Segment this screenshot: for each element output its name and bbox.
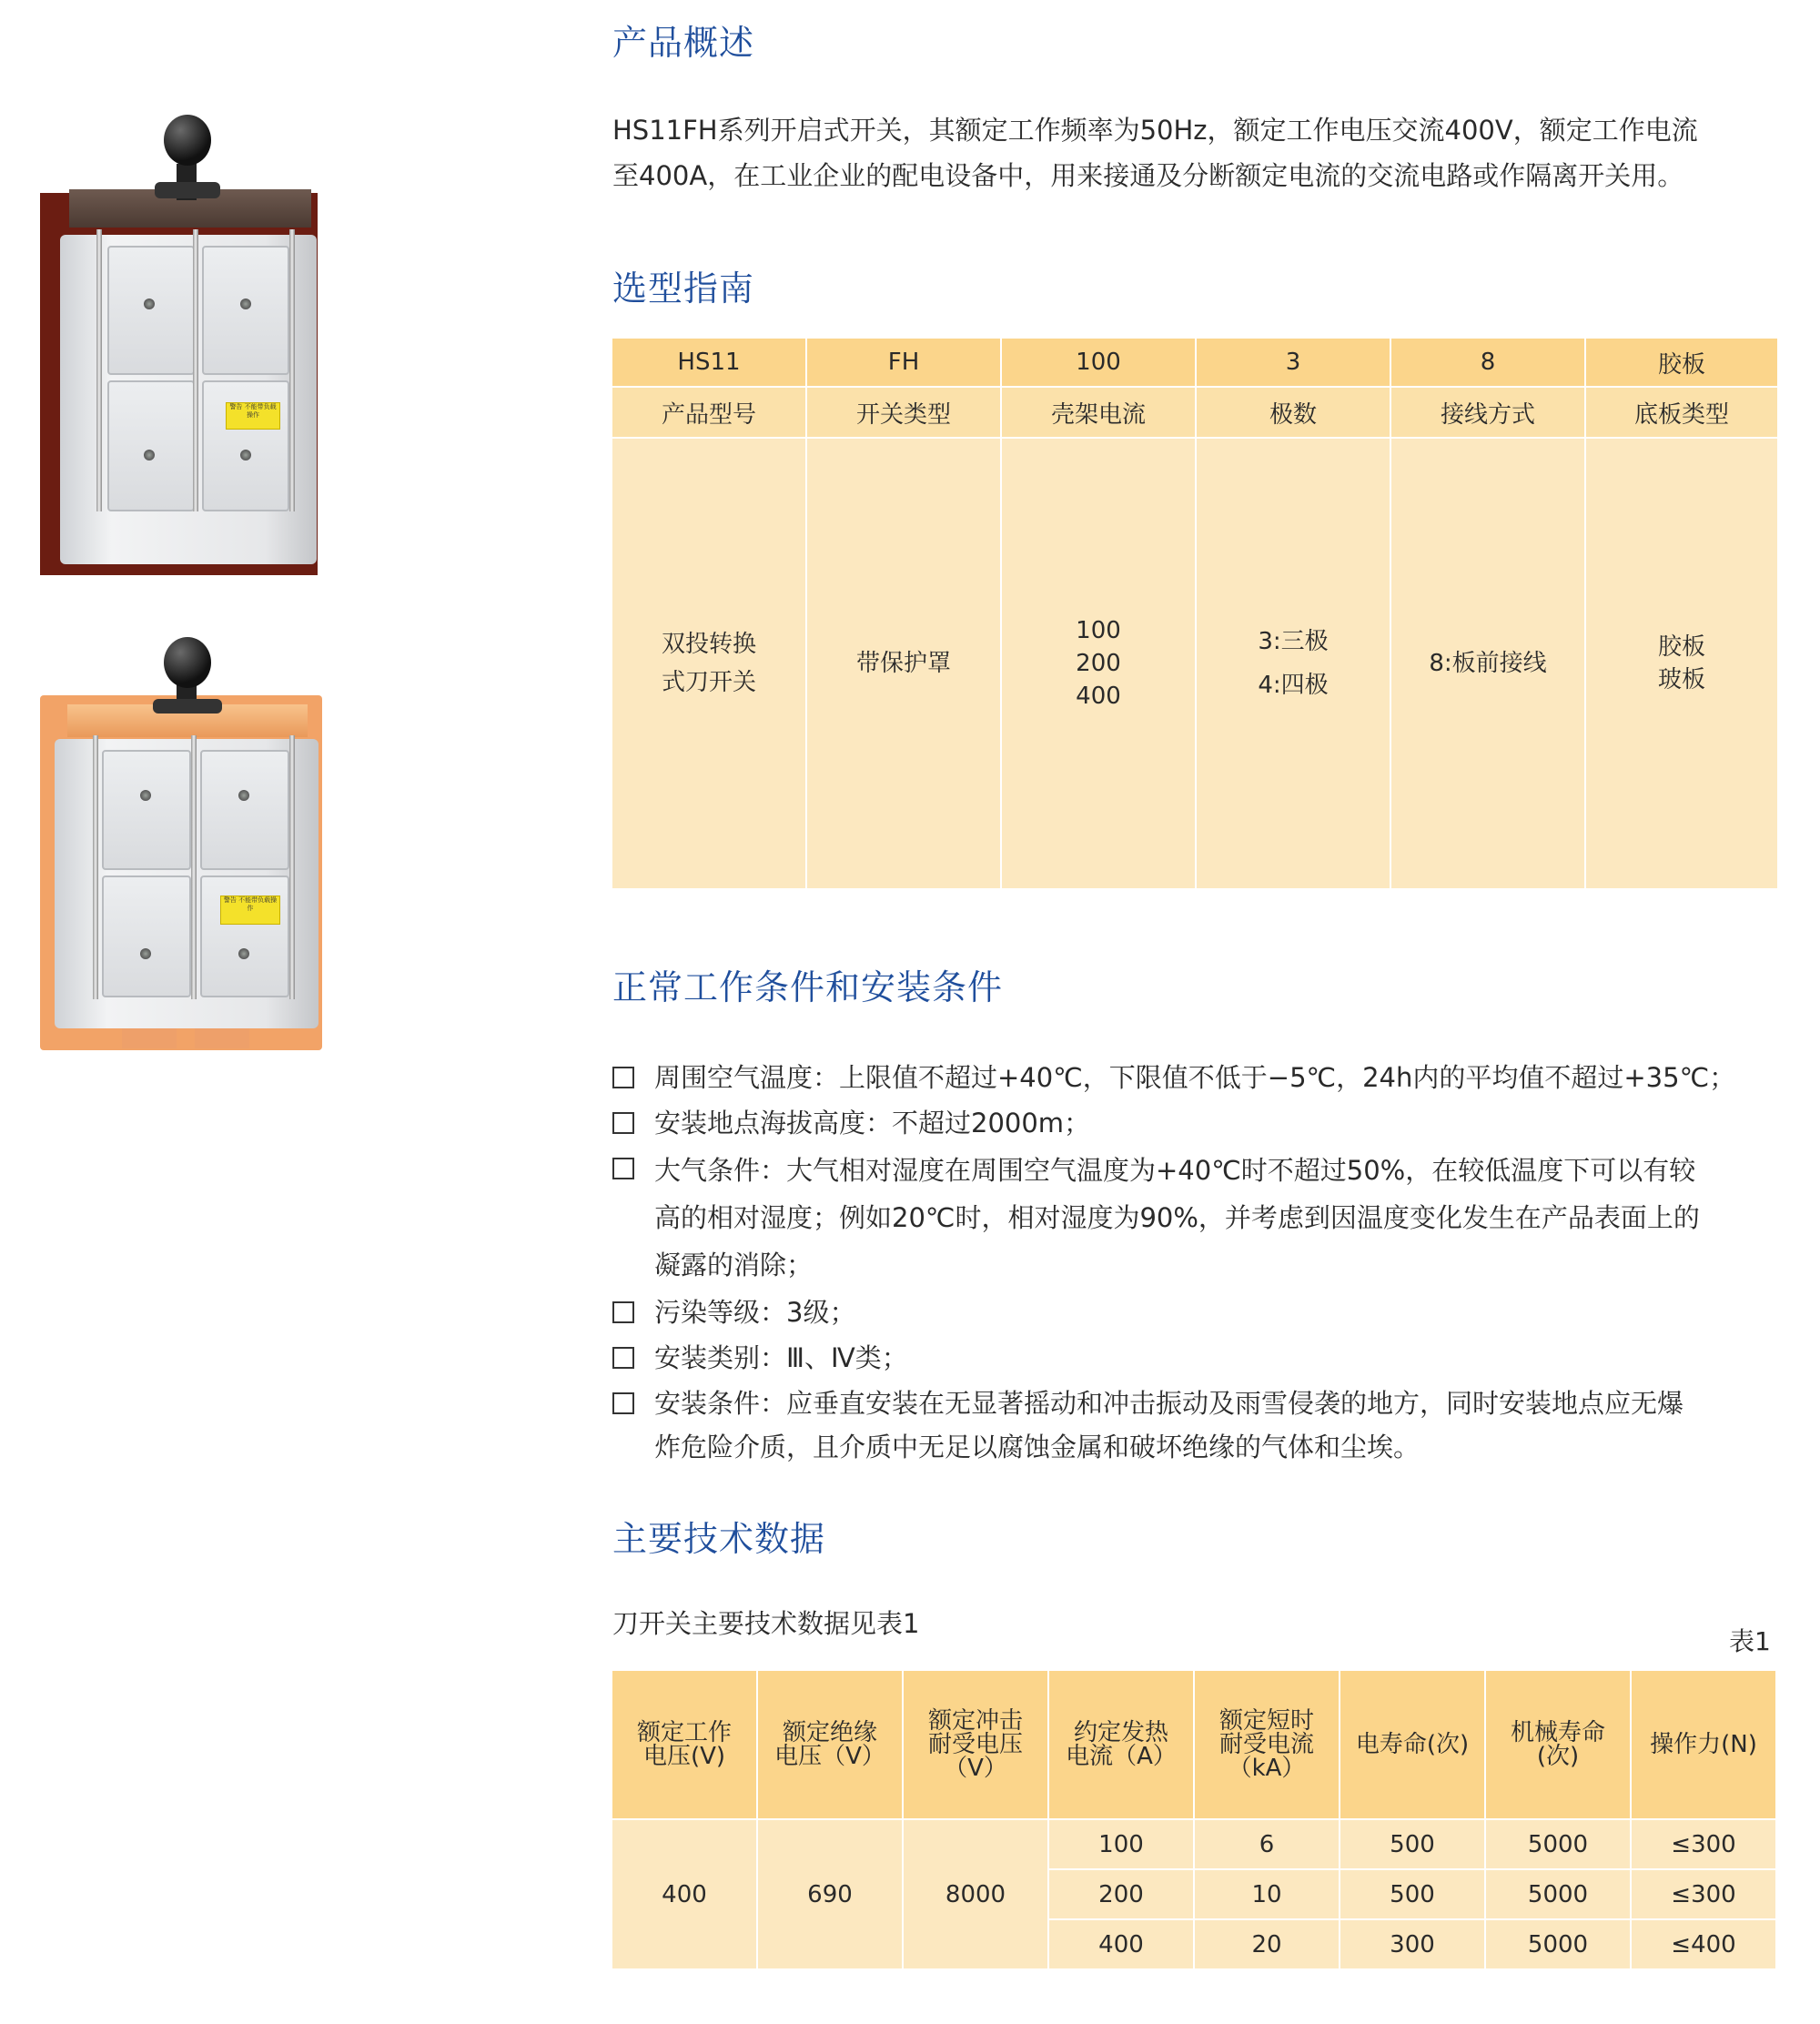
blade: [289, 735, 295, 999]
conditions-heading: 正常工作条件和安装条件: [612, 967, 1004, 1007]
tech-table: [612, 1671, 1777, 1970]
option-line: 式刀开关: [661, 669, 756, 696]
overview-heading: 产品概述: [612, 23, 755, 63]
tech-header-cell: [1340, 1671, 1486, 1820]
header-line: 电压(V): [642, 1743, 726, 1770]
tech-cell: 100: [1049, 1820, 1195, 1870]
selection-code-cell: FH: [807, 339, 1002, 388]
tech-header-cell: [1632, 1671, 1777, 1820]
tech-header-cell: [1049, 1671, 1195, 1820]
pole-block: [200, 875, 289, 997]
condition-item: [612, 1290, 1795, 1334]
checkbox-icon: [612, 1347, 634, 1369]
tech-cell: ≤400: [1632, 1920, 1777, 1970]
tech-header-cell: [758, 1671, 904, 1820]
condition-line: 高的相对湿度；例如20℃时，相对湿度为90%，并考虑到因温度变化发生在产品表面上的: [654, 1202, 1700, 1233]
checkbox-icon: [612, 1112, 634, 1134]
selection-code-cell: 胶板: [1586, 339, 1779, 388]
blade: [193, 229, 198, 511]
header-line: 电压（V）: [774, 1743, 885, 1770]
selection-option-cell: [1391, 439, 1586, 890]
selection-option-row: [612, 439, 1779, 890]
condition-line: 炸危险介质，且介质中无足以腐蚀金属和破坏绝缘的气体和尘埃。: [654, 1432, 1421, 1462]
header-line: 耐受电流: [1218, 1731, 1314, 1758]
pole-block: [102, 750, 191, 870]
conditions-list: [612, 1056, 1795, 1471]
selection-code-cell: 3: [1197, 339, 1391, 388]
header-line: 操作力(N): [1650, 1731, 1757, 1758]
pole-block: [107, 246, 195, 375]
pole-block: [107, 380, 195, 511]
condition-item: [612, 1381, 1795, 1469]
selection-option-cell: [1002, 439, 1197, 890]
option-line: 带保护罩: [855, 650, 951, 677]
tech-cell: 5000: [1486, 1920, 1632, 1970]
condition-item: [612, 1056, 1795, 1099]
handle-collar: [155, 182, 220, 198]
tech-data-row: [612, 1820, 1777, 1870]
screw-icon: [240, 299, 251, 309]
condition-line: 安装类别：Ⅲ、Ⅳ类；: [654, 1342, 908, 1373]
header-line: 额定工作: [636, 1719, 732, 1746]
tech-header-cell: [1195, 1671, 1340, 1820]
tech-merged-cell: 690: [758, 1820, 904, 1970]
selection-code-cell: HS11: [612, 339, 807, 388]
selection-name-cell: 开关类型: [807, 388, 1002, 439]
header-line: 额定短时: [1218, 1707, 1314, 1735]
tech-cell: 500: [1340, 1870, 1486, 1920]
tech-merged-cell: 8000: [904, 1820, 1049, 1970]
selection-option-cell: [612, 439, 807, 890]
condition-line: 污染等级：3级；: [654, 1297, 856, 1328]
condition-item: [612, 1336, 1795, 1380]
screw-icon: [140, 790, 151, 801]
header-line: 电流（A）: [1066, 1743, 1177, 1770]
condition-line: 安装条件：应垂直安装在无显著摇动和冲击振动及雨雪侵袭的地方，同时安装地点应无爆: [654, 1388, 1684, 1419]
header-line: (次): [1536, 1743, 1580, 1770]
warning-label: 警告 不能带负载操作: [220, 896, 280, 925]
selection-code-row: [612, 339, 1779, 388]
selection-name-cell: 底板类型: [1586, 388, 1779, 439]
handle-knob-icon: [164, 637, 211, 688]
option-line: 双投转换: [661, 631, 756, 658]
header-line: 约定发热: [1073, 1719, 1168, 1746]
base-foot: [122, 1028, 177, 1048]
selection-name-cell: 壳架电流: [1002, 388, 1197, 439]
condition-item: [612, 1101, 1795, 1145]
blade: [191, 735, 197, 999]
tech-cell: 20: [1195, 1920, 1340, 1970]
tech-intro: 刀开关主要技术数据见表1: [612, 1608, 920, 1639]
tech-header-cell: [1486, 1671, 1632, 1820]
selection-option-cell: [1197, 439, 1391, 890]
screw-icon: [240, 450, 251, 460]
tech-merged-cell: 400: [612, 1820, 758, 1970]
selection-name-cell: 接线方式: [1391, 388, 1586, 439]
pole-block: [200, 750, 289, 870]
condition-line: 凝露的消除；: [654, 1250, 814, 1280]
screw-icon: [144, 299, 155, 309]
tech-heading: 主要技术数据: [612, 1519, 826, 1559]
selection-option-cell: [807, 439, 1002, 890]
condition-line: 安装地点海拔高度：不超过2000m；: [654, 1108, 1091, 1138]
selection-code-cell: 100: [1002, 339, 1197, 388]
screw-icon: [238, 948, 249, 959]
checkbox-icon: [612, 1158, 634, 1179]
pole-block: [202, 380, 289, 511]
selection-table: [612, 339, 1779, 890]
option-line: 玻板: [1657, 666, 1705, 693]
header-line: 额定冲击: [927, 1707, 1023, 1735]
header-line: （kA）: [1228, 1755, 1306, 1782]
tech-header-cell: [904, 1671, 1049, 1820]
checkbox-icon: [612, 1301, 634, 1323]
option-line: 4:四极: [1258, 672, 1329, 699]
option-line: 胶板: [1657, 633, 1705, 661]
blade: [93, 735, 98, 999]
screw-icon: [238, 790, 249, 801]
handle-collar: [153, 699, 222, 713]
checkbox-icon: [612, 1067, 634, 1088]
tech-cell: 5000: [1486, 1870, 1632, 1920]
table-label: 表1: [1729, 1626, 1771, 1656]
selection-heading: 选型指南: [612, 268, 755, 309]
checkbox-icon: [612, 1392, 634, 1414]
selection-option-cell: [1586, 439, 1779, 890]
selection-name-cell: 产品型号: [612, 388, 807, 439]
handle-knob-icon: [164, 115, 211, 166]
tech-cell: 5000: [1486, 1820, 1632, 1870]
selection-code-cell: 8: [1391, 339, 1586, 388]
condition-line: 大气条件：大气相对湿度在周围空气温度为+40℃时不超过50%，在较低温度下可以有较: [654, 1155, 1696, 1186]
pole-block: [202, 246, 289, 375]
product-image-orange-base: [40, 637, 331, 1056]
overview-line: HS11FH系列开启式开关，其额定工作频率为50Hz，额定工作电压交流400V，额定工作电流: [612, 115, 1698, 146]
tech-cell: 500: [1340, 1820, 1486, 1870]
tech-cell: 200: [1049, 1870, 1195, 1920]
condition-item: [612, 1147, 1795, 1289]
tech-cell: 10: [1195, 1870, 1340, 1920]
selection-name-row: [612, 388, 1779, 439]
option-line: 100: [1076, 617, 1121, 644]
base-foot: [195, 1028, 249, 1048]
header-line: 机械寿命: [1510, 1719, 1605, 1746]
option-line: 200: [1076, 650, 1121, 677]
tech-cell: ≤300: [1632, 1870, 1777, 1920]
tech-header-cell: [612, 1671, 758, 1820]
screw-icon: [144, 450, 155, 460]
tech-cell: 300: [1340, 1920, 1486, 1970]
tech-cell: 400: [1049, 1920, 1195, 1970]
screw-icon: [140, 948, 151, 959]
header-line: 额定绝缘: [782, 1719, 877, 1746]
pole-block: [102, 875, 191, 997]
overview-text: [612, 107, 1795, 198]
option-line: 400: [1076, 683, 1121, 710]
condition-line: 周围空气温度：上限值不超过+40℃，下限值不低于−5℃，24h内的平均值不超过+35℃；: [654, 1062, 1736, 1093]
option-line: 8:板前接线: [1429, 650, 1547, 677]
header-line: 耐受电压: [927, 1731, 1023, 1758]
header-line: （V）: [944, 1755, 1007, 1782]
product-image-brown-base: [40, 109, 331, 582]
header-line: 电寿命(次): [1355, 1731, 1470, 1758]
tech-cell: ≤300: [1632, 1820, 1777, 1870]
warning-label: 警告 不能带负载操作: [226, 402, 280, 430]
selection-name-cell: 极数: [1197, 388, 1391, 439]
tech-cell: 6: [1195, 1820, 1340, 1870]
tech-header-row: [612, 1671, 1777, 1820]
blade: [289, 229, 295, 511]
blade: [96, 229, 102, 511]
option-line: 3:三极: [1258, 628, 1329, 655]
overview-line: 至400A，在工业企业的配电设备中，用来接通及分断额定电流的交流电路或作隔离开关用。: [612, 160, 1684, 191]
